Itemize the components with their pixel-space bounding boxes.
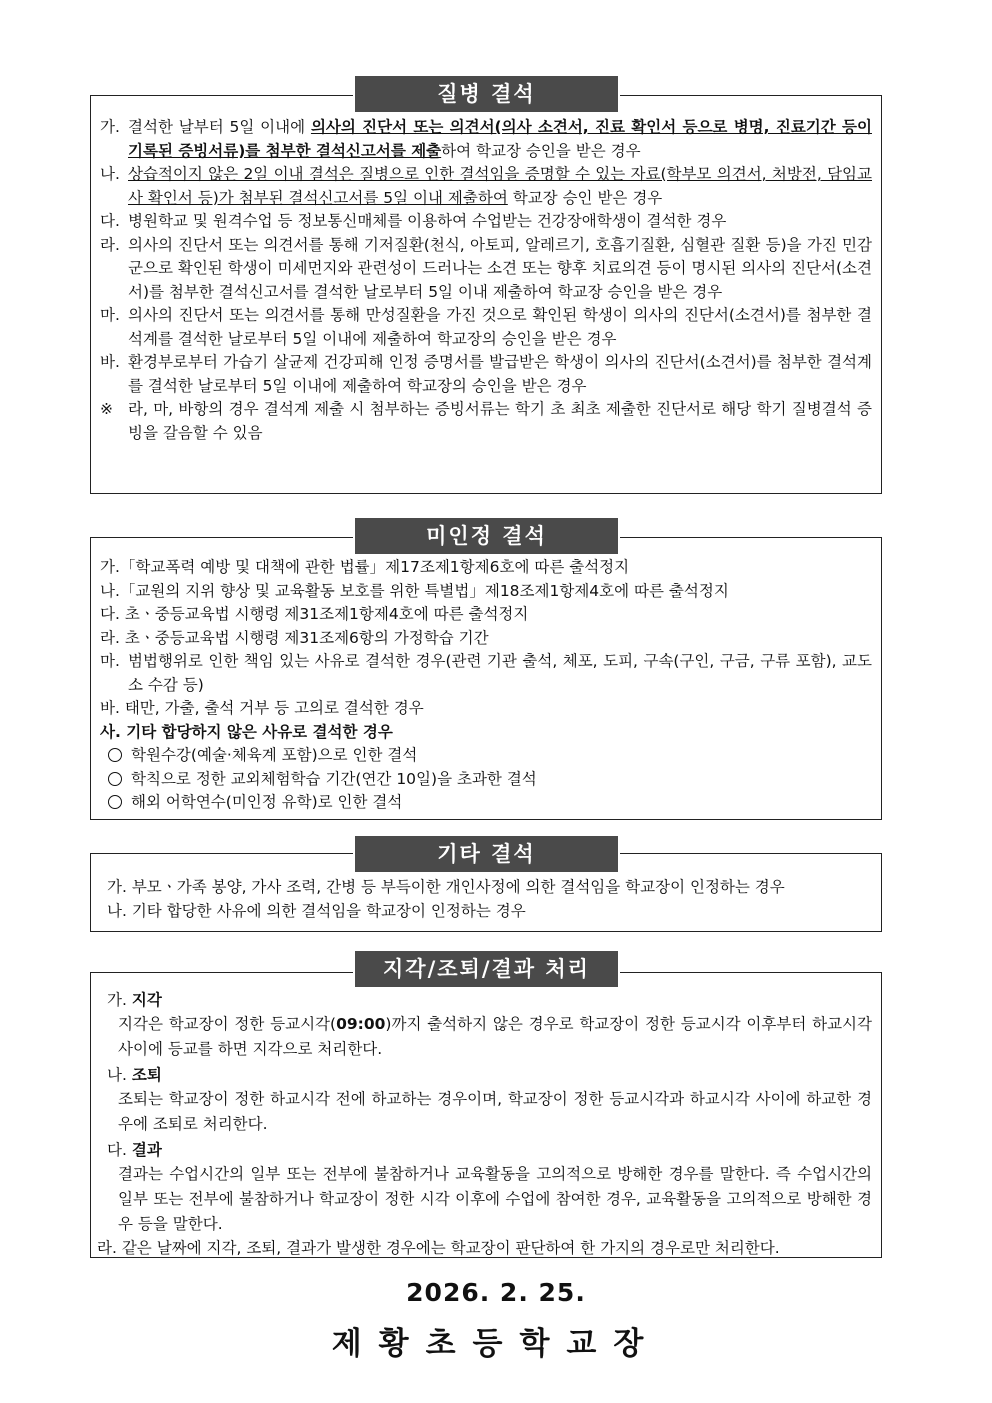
section-title: 미인정 결석 — [355, 518, 618, 554]
circle-bullet-icon — [108, 772, 122, 786]
list-item: 나.「교원의 지위 향상 및 교육활동 보호를 위한 특별법」제18조제1항제4호에 따른 출석정지 — [100, 581, 729, 600]
list-item: 나. 기타 합당한 사유에 의한 결석임을 학교장이 인정하는 경우 — [107, 901, 526, 920]
list-item: 사. 기타 합당하지 않은 사유로 결석한 경우 — [100, 722, 393, 741]
list-item: 마. 의사의 진단서 또는 의견서를 통해 만성질환을 가진 것으로 확인된 학생이 의사의 진단서(소견서)를 첨부한 결석계를 결석한 날로부터 5일 이내에 제출하여 학교장의 승인을 받은 경우 — [100, 306, 872, 348]
list-item: 가. 부모ㆍ가족 봉양, 가사 조력, 간병 등 부득이한 개인사정에 의한 결석임을 학교장이 인정하는 경우 — [107, 878, 785, 896]
circle-bullet-icon — [108, 795, 122, 809]
paragraph: 지각은 학교장이 정한 등교시각(09:00)까지 출석하지 않은 경우로 학교장이 정한 등교시각 이후부터 하교시각 사이에 등교를 하면 지각으로 처리한다. — [118, 1015, 873, 1058]
list-item: 라. 의사의 진단서 또는 의견서를 통해 기저질환(천식, 아토피, 알레르기, 호흡기질환, 심혈관 질환 등)을 가진 민감군으로 확인된 학생이 미세먼지와 관련성이 드러나는 소견 또는 향후 치료의견 등이 명시된 의사의 진단서(소견서)를 첨부한 결석신고서를 결석한 날로부터 5일 이내 제출하여 학교장 승인을 받은 경우 — [100, 235, 872, 301]
list-item: 학칙으로 정한 교외체험학습 기간(연간 10일)을 초과한 결석 — [100, 768, 872, 792]
section-title: 질병 결석 — [355, 76, 618, 112]
note: ※ 라, 마, 바항의 경우 결석계 제출 시 첨부하는 증빙서류는 학기 초 최초 제출한 진단서로 해당 학기 질병결석 증빙을 갈음할 수 있음 — [100, 400, 872, 442]
section-title: 기타 결석 — [355, 836, 618, 872]
list-item: 해외 어학연수(미인정 유학)로 인한 결석 — [100, 791, 872, 815]
sub-heading: 다. 결과 — [107, 1141, 162, 1159]
list-item: 라. 같은 날짜에 지각, 조퇴, 결과가 발생한 경우에는 학교장이 판단하여 한 가지의 경우로만 처리한다. — [97, 1239, 780, 1257]
section-late-early-leave — [90, 972, 882, 1258]
list-item: 마. 범법행위로 인한 책임 있는 사유로 결석한 경우(관련 기관 출석, 체포, 도피, 구속(구인, 구금, 구류 포함), 교도소 수감 등) — [100, 652, 872, 694]
list-item: 다. 초ㆍ중등교육법 시행령 제31조제1항제4호에 따른 출석정지 — [100, 605, 529, 623]
section-title: 지각/조퇴/결과 처리 — [355, 951, 618, 987]
list-item: 다. 병원학교 및 원격수업 등 정보통신매체를 이용하여 수업받는 건강장애학생이 결석한 경우 — [100, 212, 727, 230]
list-item: 학원수강(예술·체육계 포함)으로 인한 결석 — [100, 744, 872, 768]
list-item: 가.「학교폭력 예방 및 대책에 관한 법률」제17조제1항제6호에 따른 출석정지 — [100, 558, 630, 576]
circle-bullet-icon — [108, 748, 122, 762]
paragraph: 조퇴는 학교장이 정한 하교시각 전에 하교하는 경우이며, 학교장이 정한 등교시각과 하교시각 사이에 하교한 경우에 조퇴로 처리한다. — [118, 1090, 872, 1133]
principal-signature: 제황초등학교장 — [331, 1326, 661, 1362]
section-unexcused-absence — [90, 537, 882, 820]
list-item: 가. 결석한 날부터 5일 이내에 의사의 진단서 또는 의견서(의사 소견서, 진료 확인서 등으로 병명, 진료기간 등이 기록된 증빙서류)를 첨부한 결석신고서를 제출하여 학교장 승인을 받은 경우 — [100, 118, 872, 160]
document-date: 2026. 2. 25. — [406, 1278, 586, 1307]
section-illness-absence — [90, 95, 882, 494]
paragraph: 결과는 수업시간의 일부 또는 전부에 불참하거나 교육활동을 고의적으로 방해한 경우를 말한다. 즉 수업시간의 일부 또는 전부에 불참하거나 학교장이 정한 시각 이후에 수업에 참여한 경우, 교육활동을 고의적으로 방해한 경우 등을 말한다. — [118, 1165, 872, 1233]
list-item: 바. 태만, 가출, 출석 거부 등 고의로 결석한 경우 — [100, 699, 424, 717]
list-item: 바. 환경부로부터 가습기 살균제 건강피해 인정 증명서를 발급받은 학생이 의사의 진단서(소견서)를 첨부한 결석계를 결석한 날로부터 5일 이내에 제출하여 학교장의 승인을 받은 경우 — [100, 353, 872, 395]
sub-heading: 가. 지각 — [107, 991, 162, 1009]
list-item: 라. 초ㆍ중등교육법 시행령 제31조제6항의 가정학습 기간 — [100, 628, 489, 647]
list-item: 나. 상습적이지 않은 2일 이내 결석은 질병으로 인한 결석임을 증명할 수 있는 자료(학부모 의견서, 처방전, 담임교사 확인서 등)가 첨부된 결석신고서를 5일 이내 제출하여 학교장 승인 받은 경우 — [100, 165, 872, 207]
sub-heading: 나. 조퇴 — [107, 1066, 162, 1084]
